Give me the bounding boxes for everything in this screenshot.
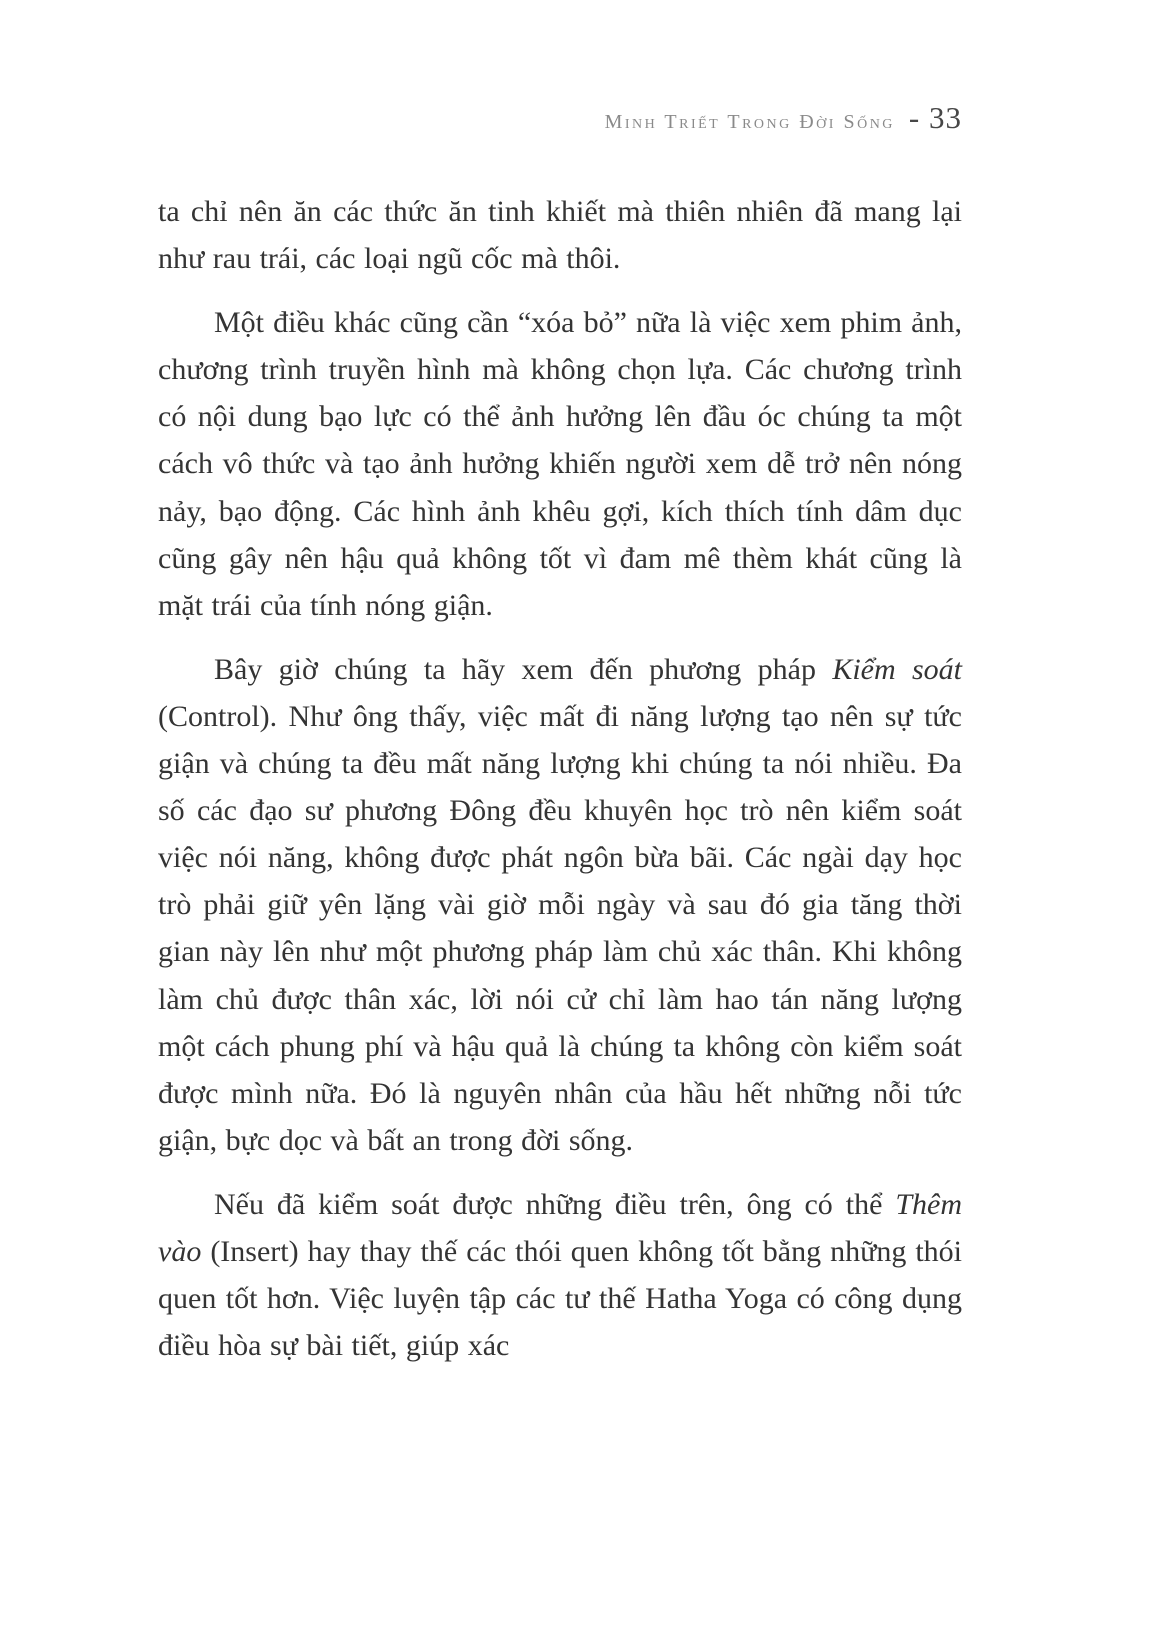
running-head-title: Minh Triết Trong Đời Sống bbox=[604, 111, 895, 133]
italic-run: Thêm vào bbox=[158, 1187, 962, 1268]
paragraph bbox=[158, 1181, 962, 1369]
italic-run: Kiểm soát bbox=[832, 652, 962, 686]
text-run: Nếu đã kiểm soát được những điều trên, ông có thể bbox=[214, 1187, 896, 1221]
page-number: - 33 bbox=[908, 100, 962, 135]
text-run: ta chỉ nên ăn các thức ăn tinh khiết mà thiên nhiên đã mang lại như rau trái, các loại ngũ cốc mà thôi. bbox=[158, 195, 962, 276]
body-text bbox=[158, 188, 962, 1369]
paragraph bbox=[158, 299, 962, 629]
text-run: Một điều khác cũng cần “xóa bỏ” nữa là việc xem phim ảnh, chương trình truyền hình mà không chọn lựa. Các chương trình có nội dung bạo lực có thể ảnh hưởng lên đầu óc chúng ta một cách vô thức và tạo ảnh hưởng khiến người xem dễ trở nên nóng nảy, bạo động. Các hình ảnh khêu gợi, kích thích tính dâm dục cũng gây nên hậu quả không tốt vì đam mê thèm khát cũng là mặt trái của tính nóng giận. bbox=[158, 306, 962, 622]
text-run: (Insert) hay thay thế các thói quen không tốt bằng những thói quen tốt hơn. Việc luyện tập các tư thế Hatha Yoga có công dụng điều hòa sự bài tiết, giúp xác bbox=[158, 1234, 962, 1363]
text-run: (Control). Như ông thấy, việc mất đi năng lượng tạo nên sự tức giận và chúng ta đều mất năng lượng khi chúng ta nói nhiều. Đa số các đạo sư phương Đông đều khuyên học trò nên kiểm soát việc nói năng, không được phát ngôn bừa bãi. Các ngài dạy học trò phải giữ yên lặng vài giờ mỗi ngày và sau đó gia tăng thời gian này lên như một phương pháp làm chủ xác thân. Khi không làm chủ được thân xác, lời nói cử chỉ làm hao tán năng lượng một cách phung phí và hậu quả là chúng ta không còn kiểm soát được mình nữa. Đó là nguyên nhân của hầu hết những nỗi tức giận, bực dọc và bất an trong đời sống. bbox=[158, 699, 962, 1157]
paragraph bbox=[158, 646, 962, 1164]
paragraph bbox=[158, 188, 962, 282]
text-run: Bây giờ chúng ta hãy xem đến phương pháp bbox=[214, 652, 833, 686]
running-header bbox=[158, 100, 962, 136]
